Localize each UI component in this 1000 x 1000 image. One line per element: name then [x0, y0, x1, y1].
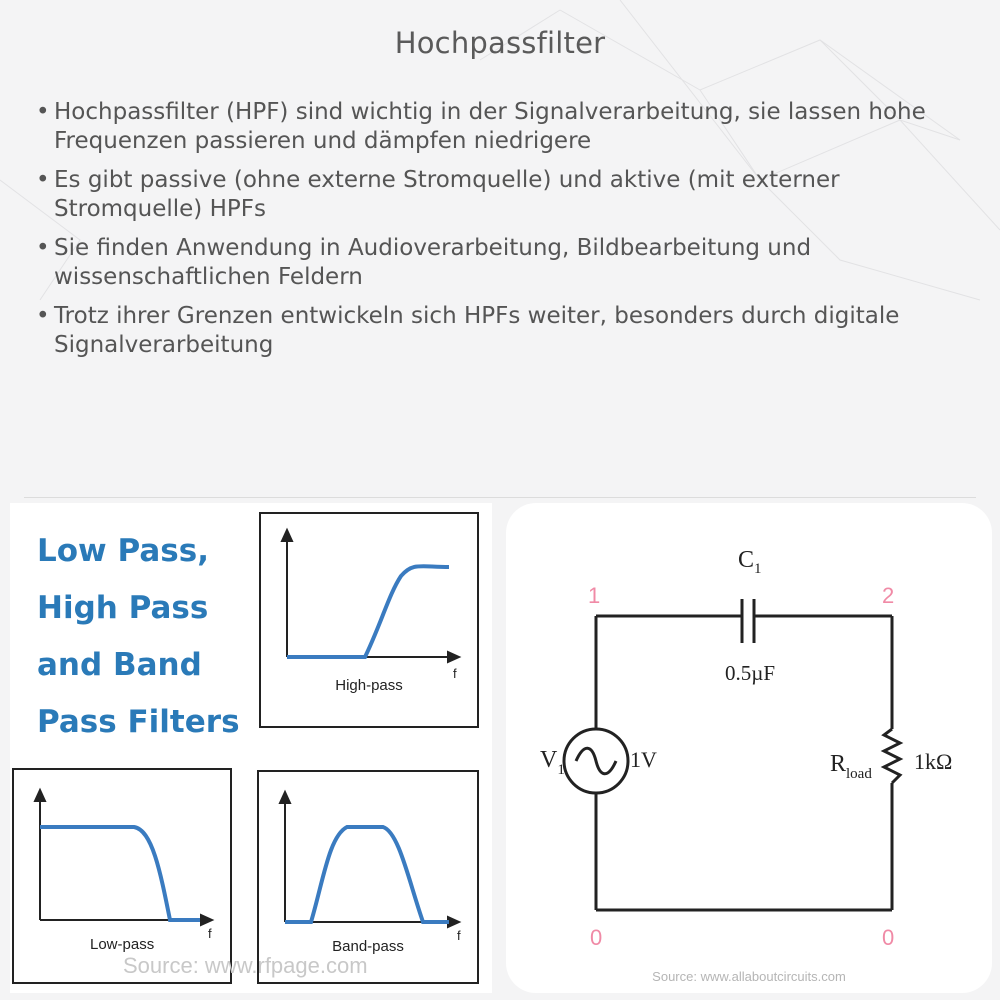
- page-title: Hochpassfilter: [394, 26, 606, 60]
- resistor-value: 1kΩ: [914, 749, 953, 774]
- axis-f-label: f: [208, 926, 212, 941]
- resistor-label: $R_{load}$: [830, 751, 872, 782]
- node-2-label: 2: [882, 583, 895, 608]
- source-caption: Source: www.allaboutcircuits.com: [652, 969, 846, 984]
- low-pass-curve: [40, 827, 200, 920]
- rc-circuit-figure: [506, 503, 992, 993]
- capacitor-value: 0.5µF: [725, 661, 776, 685]
- bullet-list: [34, 98, 974, 370]
- band-pass-curve: [285, 827, 449, 922]
- high-pass-label: High-pass: [335, 677, 403, 694]
- node-0-left-label: 0: [590, 925, 603, 950]
- node-0-right-label: 0: [882, 925, 895, 950]
- figure-heading: Low Pass, High Pass and Band Pass Filters: [37, 533, 240, 740]
- low-pass-plot: [12, 768, 232, 984]
- high-pass-curve: [287, 566, 449, 657]
- source-caption: Source: www.rfpage.com: [123, 953, 368, 978]
- capacitor-label: $C_1$: [738, 547, 762, 577]
- bullet-item: • Trotz ihrer Grenzen entwickeln sich HPFs weiter, besonders durch digitale Signalverarbeitung: [36, 303, 900, 358]
- voltage-source-label: $V_1$: [540, 747, 565, 778]
- high-pass-plot: [259, 512, 479, 728]
- section-divider: [24, 497, 976, 498]
- bullet-item: • Hochpassfilter (HPF) sind wichtig in der Signalverarbeitung, sie lassen hohe Frequenzen passieren und dämpfen niedrigere: [36, 99, 926, 154]
- low-pass-label: Low-pass: [90, 936, 155, 953]
- voltage-source-value: 1V: [630, 747, 657, 772]
- band-pass-plot: [257, 770, 479, 984]
- bullet-item: • Es gibt passive (ohne externe Stromquelle) und aktive (mit externer Stromquelle) HPFs: [36, 167, 840, 222]
- axis-f-label: f: [457, 928, 461, 943]
- bullet-item: • Sie finden Anwendung in Audioverarbeitung, Bildbearbeitung und wissenschaftlichen Feldern: [36, 235, 812, 290]
- filter-types-figure: [10, 503, 492, 993]
- axis-f-label: f: [453, 666, 457, 681]
- node-1-label: 1: [588, 583, 601, 608]
- circuit-diagram: [506, 503, 992, 993]
- band-pass-label: Band-pass: [332, 938, 404, 955]
